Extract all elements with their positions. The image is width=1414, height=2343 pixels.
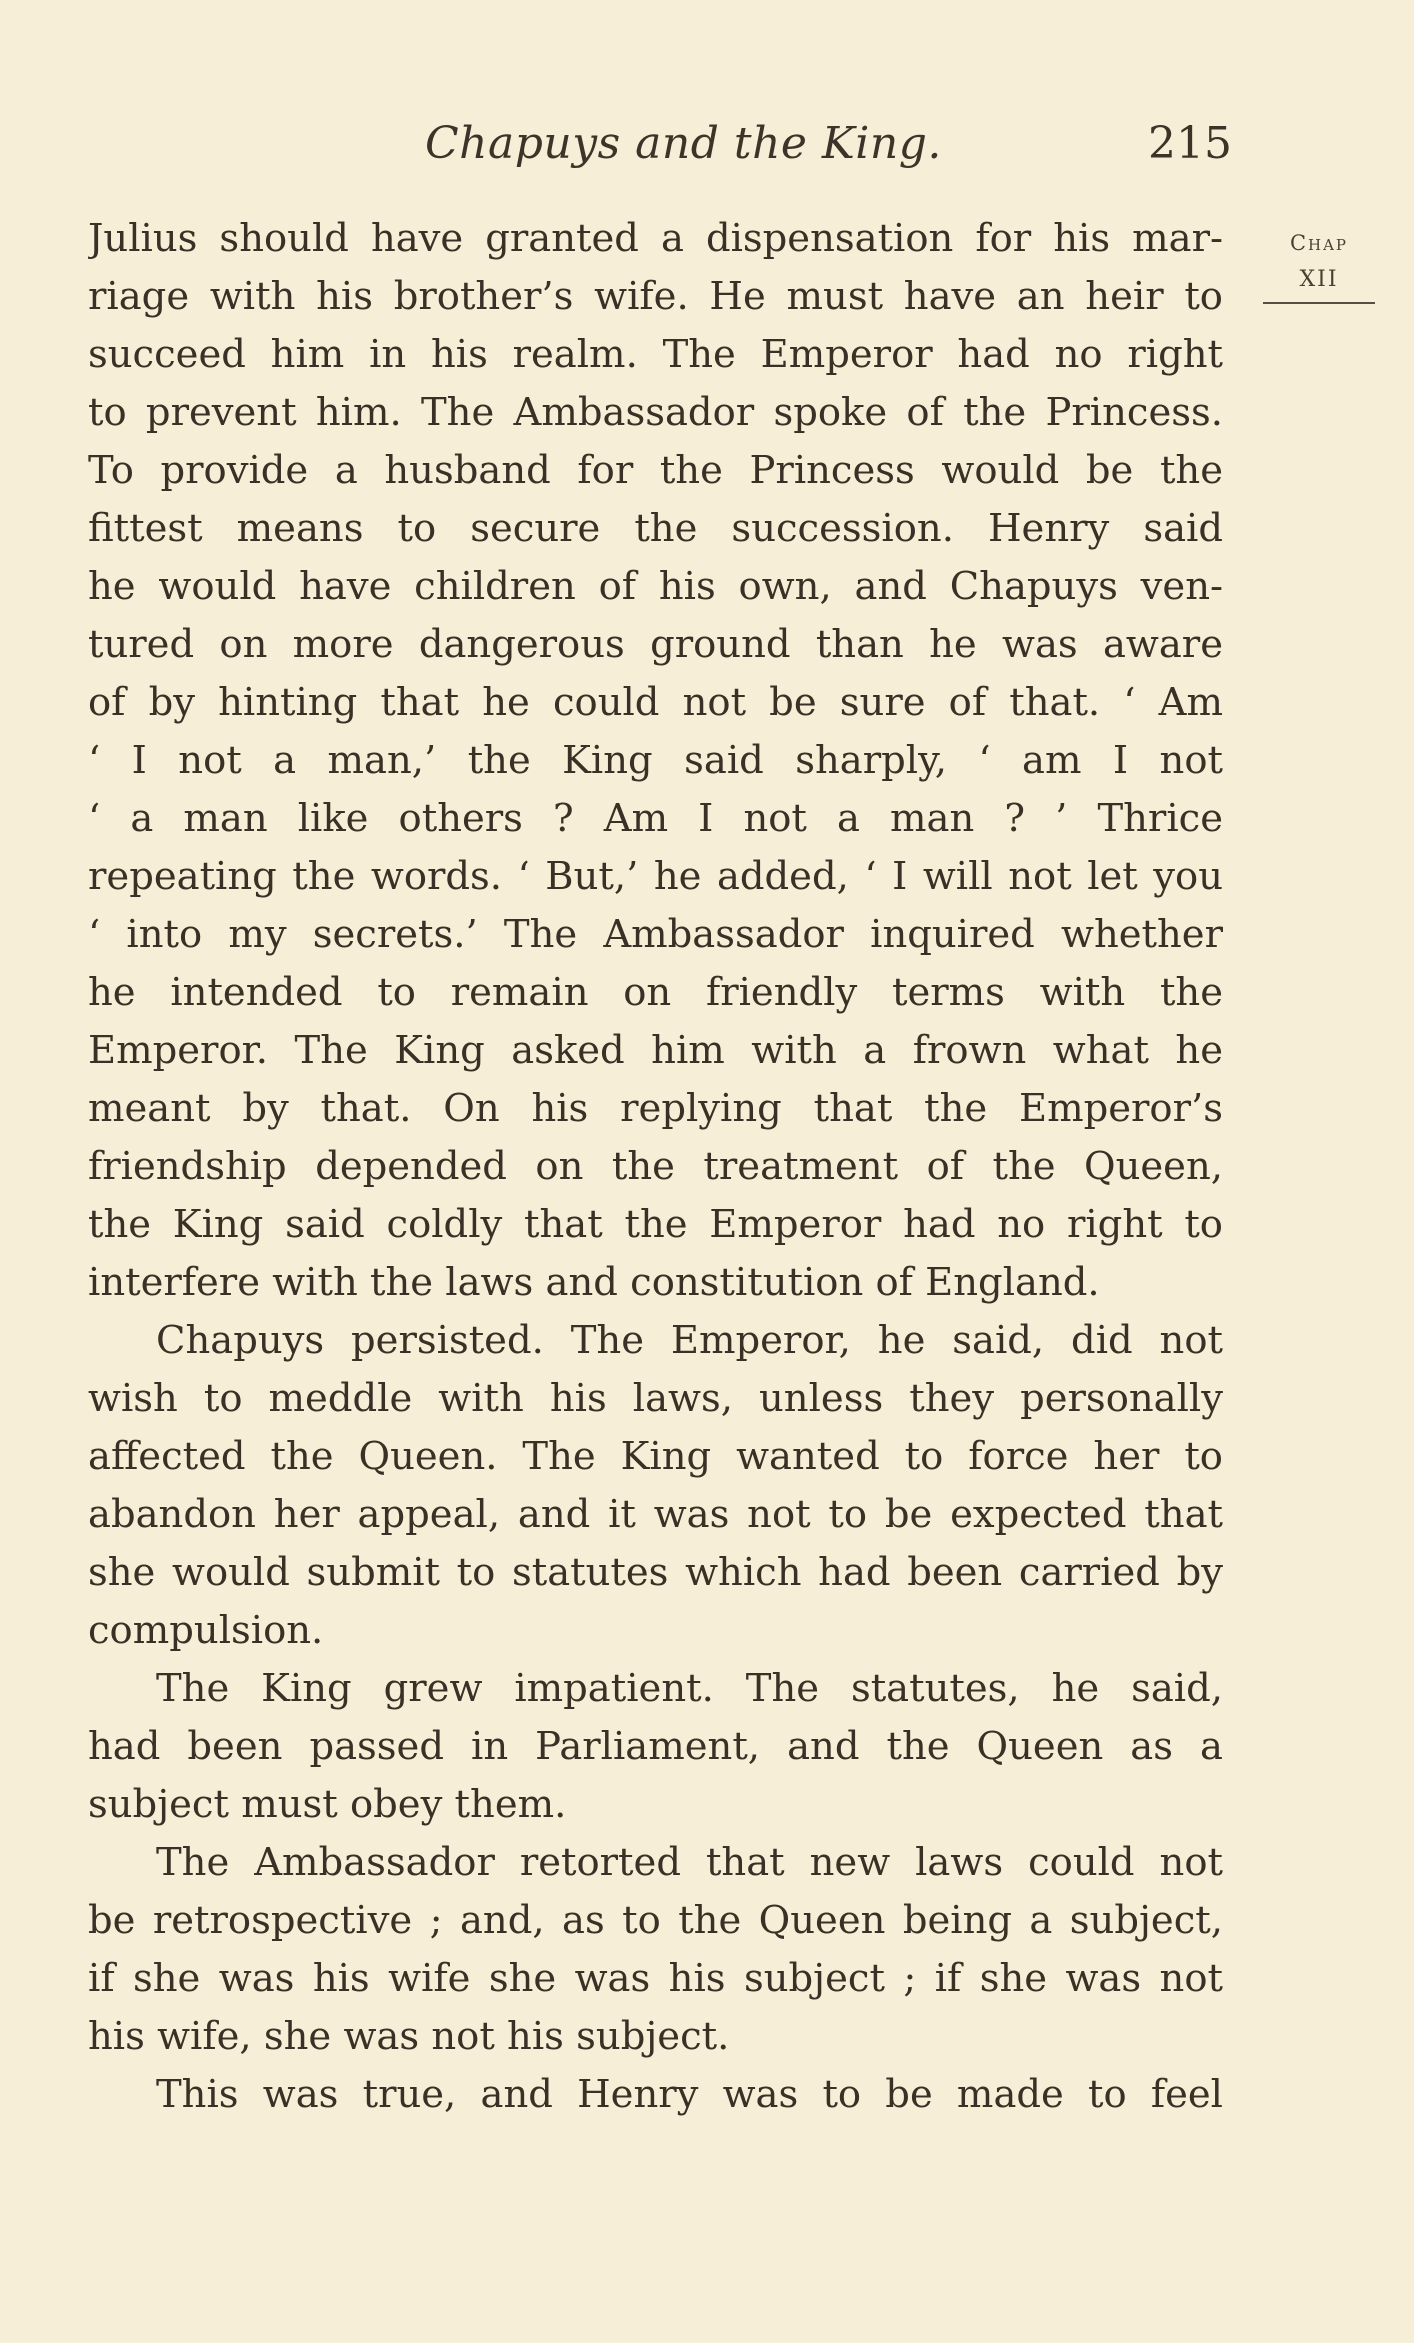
text-line: he would have children of his own, and Chapuys ven-	[88, 564, 1223, 609]
margin-chapter-label: Chap	[1289, 231, 1349, 255]
text-line: Emperor. The King asked him with a frown what he	[88, 1028, 1223, 1073]
text-line: to prevent him. The Ambassador spoke of the Princess.	[88, 390, 1223, 435]
text-line: To provide a husband for the Princess would be the	[88, 448, 1223, 493]
margin-note	[1263, 228, 1375, 304]
text-line: of by hinting that he could not be sure of that. ‘ Am	[88, 680, 1223, 725]
text-line: she would submit to statutes which had been carried by	[88, 1550, 1223, 1595]
text-line: Chapuys persisted. The Emperor, he said, did not	[156, 1318, 1223, 1363]
text-line: abandon her appeal, and it was not to be expected that	[88, 1492, 1223, 1537]
text-line: compulsion.	[88, 1608, 324, 1653]
text-line: repeating the words. ‘ But,’ he added, ‘ I will not let you	[88, 854, 1223, 899]
text-line: The Ambassador retorted that new laws could not	[156, 1840, 1223, 1885]
running-head: Chapuys and the King.	[425, 118, 942, 169]
text-line: ‘ I not a man,’ the King said sharply, ‘ am I not	[88, 738, 1223, 783]
text-line: riage with his brother’s wife. He must have an heir to	[88, 274, 1223, 319]
body-text	[88, 210, 1223, 2124]
text-line: subject must obey them.	[88, 1782, 567, 1827]
text-line: meant by that. On his replying that the Emperor’s	[88, 1086, 1223, 1131]
margin-chapter-number: XII	[1263, 266, 1375, 304]
text-line: if she was his wife she was his subject ; if she was not	[88, 1956, 1223, 2001]
text-line: he intended to remain on friendly terms with the	[88, 970, 1223, 1015]
text-line: succeed him in his realm. The Emperor had no right	[88, 332, 1223, 377]
text-line: Julius should have granted a dispensation for his mar-	[88, 216, 1223, 261]
text-line: The King grew impatient. The statutes, he said,	[156, 1666, 1223, 1711]
text-line: the King said coldly that the Emperor had no right to	[88, 1202, 1223, 1247]
page-header	[0, 112, 1414, 172]
text-line: ‘ into my secrets.’ The Ambassador inquired whether	[88, 912, 1223, 957]
text-line: wish to meddle with his laws, unless they personally	[88, 1376, 1223, 1421]
text-line: affected the Queen. The King wanted to force her to	[88, 1434, 1223, 1479]
text-line: his wife, she was not his subject.	[88, 2014, 730, 2059]
text-line: This was true, and Henry was to be made to feel	[156, 2072, 1223, 2117]
text-line: interfere with the laws and constitution of England.	[88, 1260, 1100, 1305]
text-line: be retrospective ; and, as to the Queen being a subject,	[88, 1898, 1223, 1943]
text-line: friendship depended on the treatment of the Queen,	[88, 1144, 1223, 1189]
text-line: tured on more dangerous ground than he was aware	[88, 622, 1223, 667]
text-line: ‘ a man like others ? Am I not a man ? ’ Thrice	[88, 796, 1223, 841]
page-number: 215	[1148, 118, 1232, 169]
text-line: fittest means to secure the succession. Henry said	[88, 506, 1223, 551]
text-line: had been passed in Parliament, and the Queen as a	[88, 1724, 1223, 1769]
